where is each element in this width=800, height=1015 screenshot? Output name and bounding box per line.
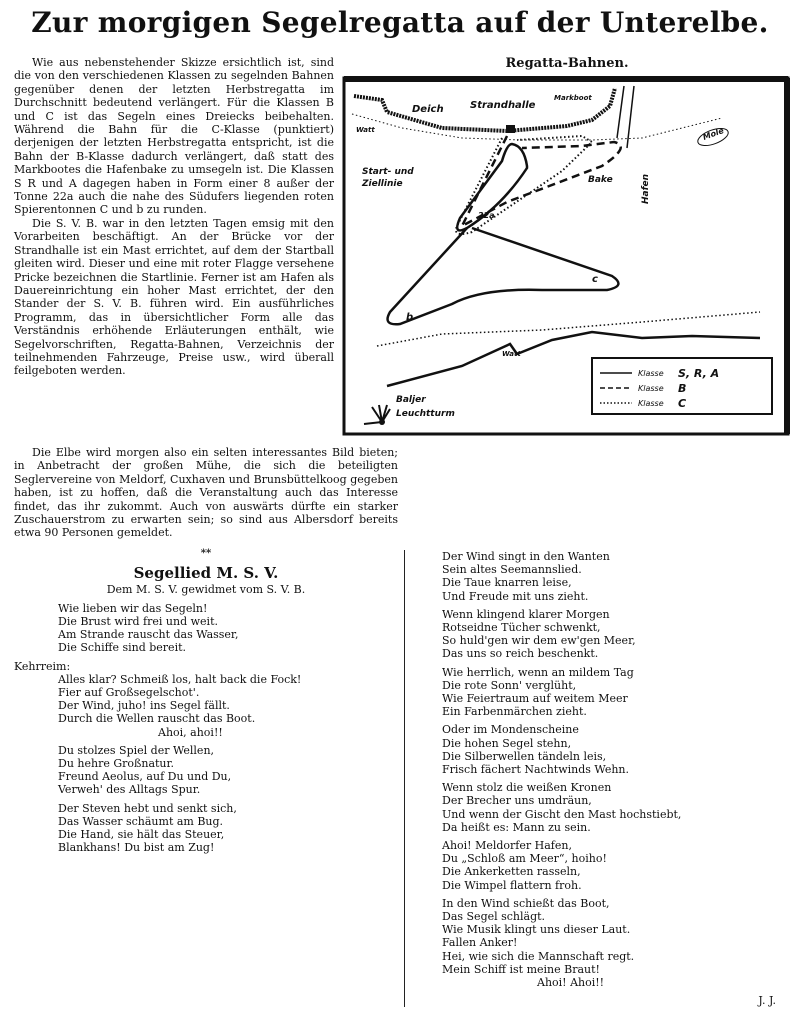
label-markboot: Markboot <box>554 94 592 102</box>
verse-line: Hei, wie sich die Mannschaft regt. <box>442 949 635 963</box>
map-legend <box>592 358 772 414</box>
label-deich: Deich <box>412 104 444 115</box>
verse-line: Und wenn der Gischt den Mast hochstiebt, <box>442 807 682 821</box>
verse-line: Ein Farbenmärchen zieht. <box>442 705 587 719</box>
verse-line: Ahoi! Ahoi!! <box>537 976 605 990</box>
label-ziellinie: Ziellinie <box>362 179 403 189</box>
article-column <box>14 56 334 378</box>
legend-label: Klasse <box>638 384 664 393</box>
label-strandhalle: Strandhalle <box>470 100 536 111</box>
label-buoy-b: b <box>406 312 414 323</box>
strandhalle-marker <box>506 125 515 133</box>
label-mole: Mole <box>701 126 726 142</box>
closing-paragraph: Die Elbe wird morgen also ein selten interessantes Bild bieten; in Anbetracht der großen Mühe, die sich die beteiligten Seglervereine von Meldorf, Cuxhaven und Brunsbüttelkoog gegeben haben, ist zu hoffen, daß die Veranstaltung auch das Interesse findet, das ihr zukommt. Auch von auswärts dürfte ein starker Zuschauerstrom zu erwarten sein; so sind aus Albersdorf bereits etwa 90 Personen gemeldet. <box>14 446 398 540</box>
verse-line: Mein Schiff ist meine Braut! <box>442 962 600 976</box>
label-hafen: Hafen <box>641 173 651 204</box>
course-solid-8 <box>388 228 619 324</box>
verse-line: Die Schiffe sind bereit. <box>58 641 187 655</box>
lighthouse-icon <box>364 405 390 424</box>
column-rule <box>404 550 405 1007</box>
verse-line: Der Wind, juho! ins Segel fällt. <box>58 699 230 713</box>
stanza-7 <box>420 723 790 776</box>
verse-line: Wenn klingend klarer Morgen <box>442 607 610 621</box>
label-buoy-c: c <box>592 274 598 285</box>
verse-line: Fier auf Großsegelschot'. <box>58 686 200 700</box>
song-dedication: Dem M. S. V. gewidmet vom S. V. B. <box>106 582 306 596</box>
legend-classes: B <box>678 382 687 395</box>
verse-line: Wie herrlich, wenn an mildem Tag <box>442 665 634 679</box>
label-watt-top: Watt <box>356 126 375 134</box>
verse-line: Frisch fächert Nachtwinds Wehn. <box>442 763 629 777</box>
verse-line: Die Wimpel flattern froh. <box>442 878 582 892</box>
verse-line: Und Freude mit uns zieht. <box>442 589 589 603</box>
verse-line: Du stolzes Spiel der Wellen, <box>58 743 215 757</box>
stanza-3 <box>14 802 398 855</box>
refrain <box>14 673 398 739</box>
verse-line: Sein altes Seemannslied. <box>442 563 582 577</box>
article-paragraph: Die S. V. B. war in den letzten Tagen emsig mit den Vorarbeiten beschäftigt. An der Brücke vor der Strandhalle ist ein Mast errichtet, auf dem der Startball gleiten wird. Dieser und eine mit roter Flagge versehene Pricke bezeichnen die Startlinie. Ferner ist am Hafen als Dauereinrichtung ein hoher Mast errichtet, der den Stander der S. V. B. führen wird. Ein ausführliches Programm, das in übersichtlicher Form alle das Verständnis erhöhende Erläuterungen enthält, wie Segelvorschriften, Regatta-Bahnen, Verzeichnis der teilnehmenden Fahrzeuge, Preise usw., wird überall feilgeboten werden. <box>14 216 334 378</box>
legend-label: Klasse <box>638 369 664 378</box>
verse-line: Die Hand, sie hält das Steuer, <box>58 828 225 842</box>
song-title: Segellied M. S. V. <box>133 563 279 582</box>
label-leuchtturm: Leuchtturm <box>396 409 455 419</box>
verse-line: Am Strande rauscht das Wasser, <box>58 628 239 642</box>
verse-line: Das uns so reich beschenkt. <box>442 647 599 661</box>
verse-line: Fallen Anker! <box>442 936 518 950</box>
verse-line: Ahoi, ahoi!! <box>158 725 223 739</box>
lower-left-column <box>14 446 398 860</box>
verse-line: Oder im Mondenscheine <box>442 723 579 737</box>
verse-line: Wie lieben wir das Segeln! <box>58 601 208 615</box>
label-tonne-22a: 22a <box>478 211 495 220</box>
map-title: Regatta-Bahnen. <box>505 56 629 71</box>
verse-line: Da heißt es: Mann zu sein. <box>442 820 591 834</box>
verse-line: Der Brecher uns umdräun, <box>442 794 592 808</box>
stanza-9 <box>420 839 790 892</box>
legend-label: Klasse <box>638 399 664 408</box>
refrain-label: Kehrreim: <box>14 659 71 673</box>
verse-line: Der Wind singt in den Wanten <box>442 550 610 563</box>
stanza-1 <box>14 602 398 655</box>
verse-line: Durch die Wellen rauscht das Boot. <box>58 712 256 726</box>
verse-line: Blankhans! Du bist am Zug! <box>58 841 215 855</box>
verse-line: Das Segel schlägt. <box>442 910 546 924</box>
verse-line: Verweh' des Alltags Spur. <box>58 783 201 797</box>
verse-line: Wie Musik klingt uns dieser Laut. <box>442 923 631 937</box>
lighthouse-dot <box>379 419 385 425</box>
stanza-10 <box>420 897 790 989</box>
verse-line: Die Ankerketten rasseln, <box>442 865 581 879</box>
label-start: Start- und <box>362 167 414 177</box>
verse-line: Wenn stolz die weißen Kronen <box>442 781 612 795</box>
stanza-8 <box>420 781 790 834</box>
stanza-2 <box>14 744 398 797</box>
stanza-4 <box>420 550 790 603</box>
legend-classes: S, R, A <box>678 367 720 380</box>
verse-line: Ahoi! Meldorfer Hafen, <box>442 839 572 853</box>
verse-line: Das Wasser schäumt am Bug. <box>58 814 224 828</box>
verse-line: In den Wind schießt das Boot, <box>442 896 610 910</box>
verse-line: Rotseidne Tücher schwenkt, <box>442 621 601 635</box>
verse-line: So huld'gen wir dem ew'gen Meer, <box>442 634 636 648</box>
verse-line: Du hehre Großnatur. <box>58 757 175 771</box>
stanza-5 <box>420 608 790 661</box>
watt-dotted-line <box>377 312 760 346</box>
verse-line: Die Taue knarren leise, <box>442 576 572 590</box>
label-watt-bottom: Watt <box>502 350 521 358</box>
signature: J. J. <box>758 994 776 1008</box>
verse-line: Die Brust wird frei und weit. <box>58 615 218 629</box>
legend-classes: C <box>678 397 687 410</box>
label-baljer: Baljer <box>396 395 426 405</box>
verse-line: Die rote Sonn' verglüht, <box>442 678 577 692</box>
label-bake: Bake <box>588 175 613 185</box>
headline: Zur morgigen Segelregatta auf der Unterelbe. <box>31 6 769 39</box>
verse-line: Die hohen Segel stehn, <box>442 736 572 750</box>
verse-line: Freund Aeolus, auf Du und Du, <box>58 770 232 784</box>
verse-line: Der Steven hebt und senkt sich, <box>58 801 237 815</box>
right-song-column <box>420 550 790 1007</box>
article-paragraph: Wie aus nebenstehender Skizze ersichtlich ist, sind die von den verschiedenen Klassen zu segelnden Bahnen gegenüber denen der letzten Herbstregatta im Durchschnitt bedeutend verlängert. Für die Klassen B und C ist das Segeln eines Dreiecks beibehalten. Während die Bahn für die C-Klasse (punktiert) derjenigen der letzten Herbstregatta entspricht, ist die Bahn der B-Klasse dadurch verlängert, daß statt des Markbootes die Hafenbake zu umsegeln ist. Die Klassen S R und A dagegen haben in Form einer 8 außer der Tonne 22a auch die nahe des Südufers liegenden roten Spierentonnen C und b zu runden. <box>14 56 334 217</box>
verse-line: Die Silberwellen tändeln leis, <box>442 749 607 763</box>
stanza-6 <box>420 666 790 719</box>
section-separator: ** <box>200 547 212 559</box>
verse-line: Wie Feiertraum auf weitem Meer <box>442 692 628 706</box>
course-dotted <box>456 136 592 234</box>
verse-line: Du „Schloß am Meer“, hoiho! <box>442 852 607 866</box>
verse-line: Alles klar? Schmeiß los, halt back die Fock! <box>58 672 302 686</box>
regatta-map <box>342 76 792 438</box>
